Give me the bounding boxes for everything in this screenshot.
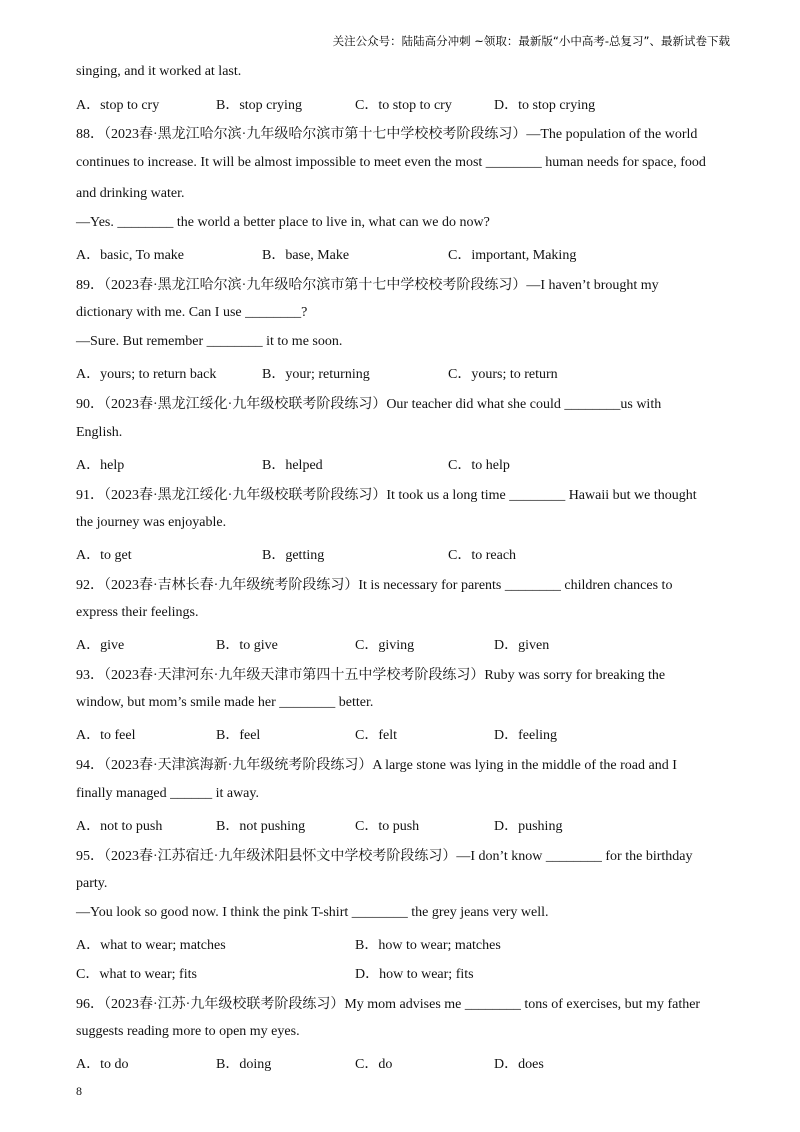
option-b: B．base, Make [262, 248, 350, 263]
option-a: A．stop to cry [76, 98, 160, 113]
question-93-line-2: window, but mom’s smile made her ________ better. [76, 695, 374, 710]
option-c: C．felt [355, 728, 397, 743]
question-88-line-2: continues to increase. It will be almost impossible to meet even the most ________ human needs for space, food [76, 155, 706, 170]
question-92-line-2: express their feelings. [76, 605, 199, 620]
option-d: D．does [494, 1057, 544, 1072]
option-d: D．pushing [494, 819, 563, 834]
question-92-options [76, 634, 776, 654]
option-d: D．feeling [494, 728, 557, 743]
question-90-line-2: English. [76, 425, 123, 440]
option-c: C．do [355, 1057, 393, 1072]
question-89-line-3: —Sure. But remember ________ it to me soon. [76, 334, 343, 349]
question-88-line-4: —Yes. ________ the world a better place to live in, what can we do now? [76, 215, 490, 230]
option-b: B．doing [216, 1057, 272, 1072]
question-91-options [76, 544, 776, 564]
question-96-line-2: suggests reading more to open my eyes. [76, 1024, 300, 1039]
option-c: C．to push [355, 819, 420, 834]
option-a: A．not to push [76, 819, 163, 834]
option-a: A．help [76, 458, 125, 473]
question-93-line-1: 93．（2023春·天津河东·九年级天津市第四十五中学校考阶段练习）Ruby was sorry for breaking the [76, 668, 666, 683]
question-88-options [76, 244, 776, 264]
question-91-line-1: 91．（2023春·黑龙江绥化·九年级校联考阶段练习）It took us a long time ________ Hawaii but we thought [76, 488, 697, 503]
question-96-options [76, 1053, 776, 1073]
option-b: B．how to wear; matches [355, 938, 501, 953]
option-b: B．not pushing [216, 819, 306, 834]
option-b: B．to give [216, 638, 278, 653]
question-94-line-1: 94．（2023春·天津滨海新·九年级统考阶段练习）A large stone was lying in the middle of the road and I [76, 758, 677, 773]
page-number: 8 [76, 1084, 82, 1098]
option-c: C．yours; to return [448, 367, 558, 382]
option-d: D．given [494, 638, 550, 653]
option-c: C．to help [448, 458, 510, 473]
question-95-line-3: —You look so good now. I think the pink T-shirt ________ the grey jeans very well. [76, 905, 549, 920]
question-95-options-row-2 [76, 963, 776, 983]
question-96-line-1: 96．（2023春·江苏·九年级校联考阶段练习）My mom advises me ________ tons of exercises, but my father [76, 997, 701, 1012]
option-a: A．yours; to return back [76, 367, 217, 382]
option-a: A．to get [76, 548, 132, 563]
question-87-text: singing, and it worked at last. [76, 64, 242, 79]
option-a: A．to do [76, 1057, 129, 1072]
option-a: A．what to wear; matches [76, 938, 226, 953]
option-c: C．to reach [448, 548, 517, 563]
question-94-options [76, 815, 776, 835]
option-b: B．feel [216, 728, 261, 743]
option-c: C．important, Making [448, 248, 577, 263]
option-d: D．how to wear; fits [355, 967, 474, 982]
option-c: C．giving [355, 638, 415, 653]
option-c: C．what to wear; fits [76, 967, 197, 982]
question-91-line-2: the journey was enjoyable. [76, 515, 227, 530]
question-90-options [76, 454, 776, 474]
option-b: B．your; returning [262, 367, 370, 382]
option-b: B．getting [262, 548, 325, 563]
question-89-line-2: dictionary with me. Can I use ________? [76, 305, 308, 320]
option-b: B．stop crying [216, 98, 302, 113]
option-a: A．to feel [76, 728, 136, 743]
question-95-line-1: 95．（2023春·江苏宿迁·九年级沭阳县怀文中学校考阶段练习）—I don’t know ________ for the birthday [76, 849, 693, 864]
option-a: A．basic, To make [76, 248, 185, 263]
question-92-line-1: 92．（2023春·吉林长春·九年级统考阶段练习）It is necessary for parents ________ children chances to [76, 578, 673, 593]
option-c: C．to stop to cry [355, 98, 452, 113]
question-88-line-3: and drinking water. [76, 186, 185, 201]
page-header: 关注公众号：陆陆高分冲刺 ~领取：最新版“小中高考-总复习”、最新试卷下载 [332, 34, 730, 48]
option-d: D．to stop crying [494, 98, 596, 113]
question-95-options-row-1 [76, 934, 776, 954]
option-a: A．give [76, 638, 125, 653]
question-90-line-1: 90．（2023春·黑龙江绥化·九年级校联考阶段练习）Our teacher did what she could ________us with [76, 397, 662, 412]
option-b: B．helped [262, 458, 323, 473]
question-89-line-1: 89．（2023春·黑龙江哈尔滨·九年级哈尔滨市第十七中学校校考阶段练习）—I haven’t brought my [76, 278, 659, 293]
question-89-options [76, 363, 776, 383]
question-88-line-1: 88．（2023春·黑龙江哈尔滨·九年级哈尔滨市第十七中学校校考阶段练习）—The population of the world [76, 127, 698, 142]
question-94-line-2: finally managed ______ it away. [76, 786, 259, 801]
question-93-options [76, 724, 776, 744]
question-87-options [76, 94, 776, 114]
question-95-line-2: party. [76, 876, 108, 891]
